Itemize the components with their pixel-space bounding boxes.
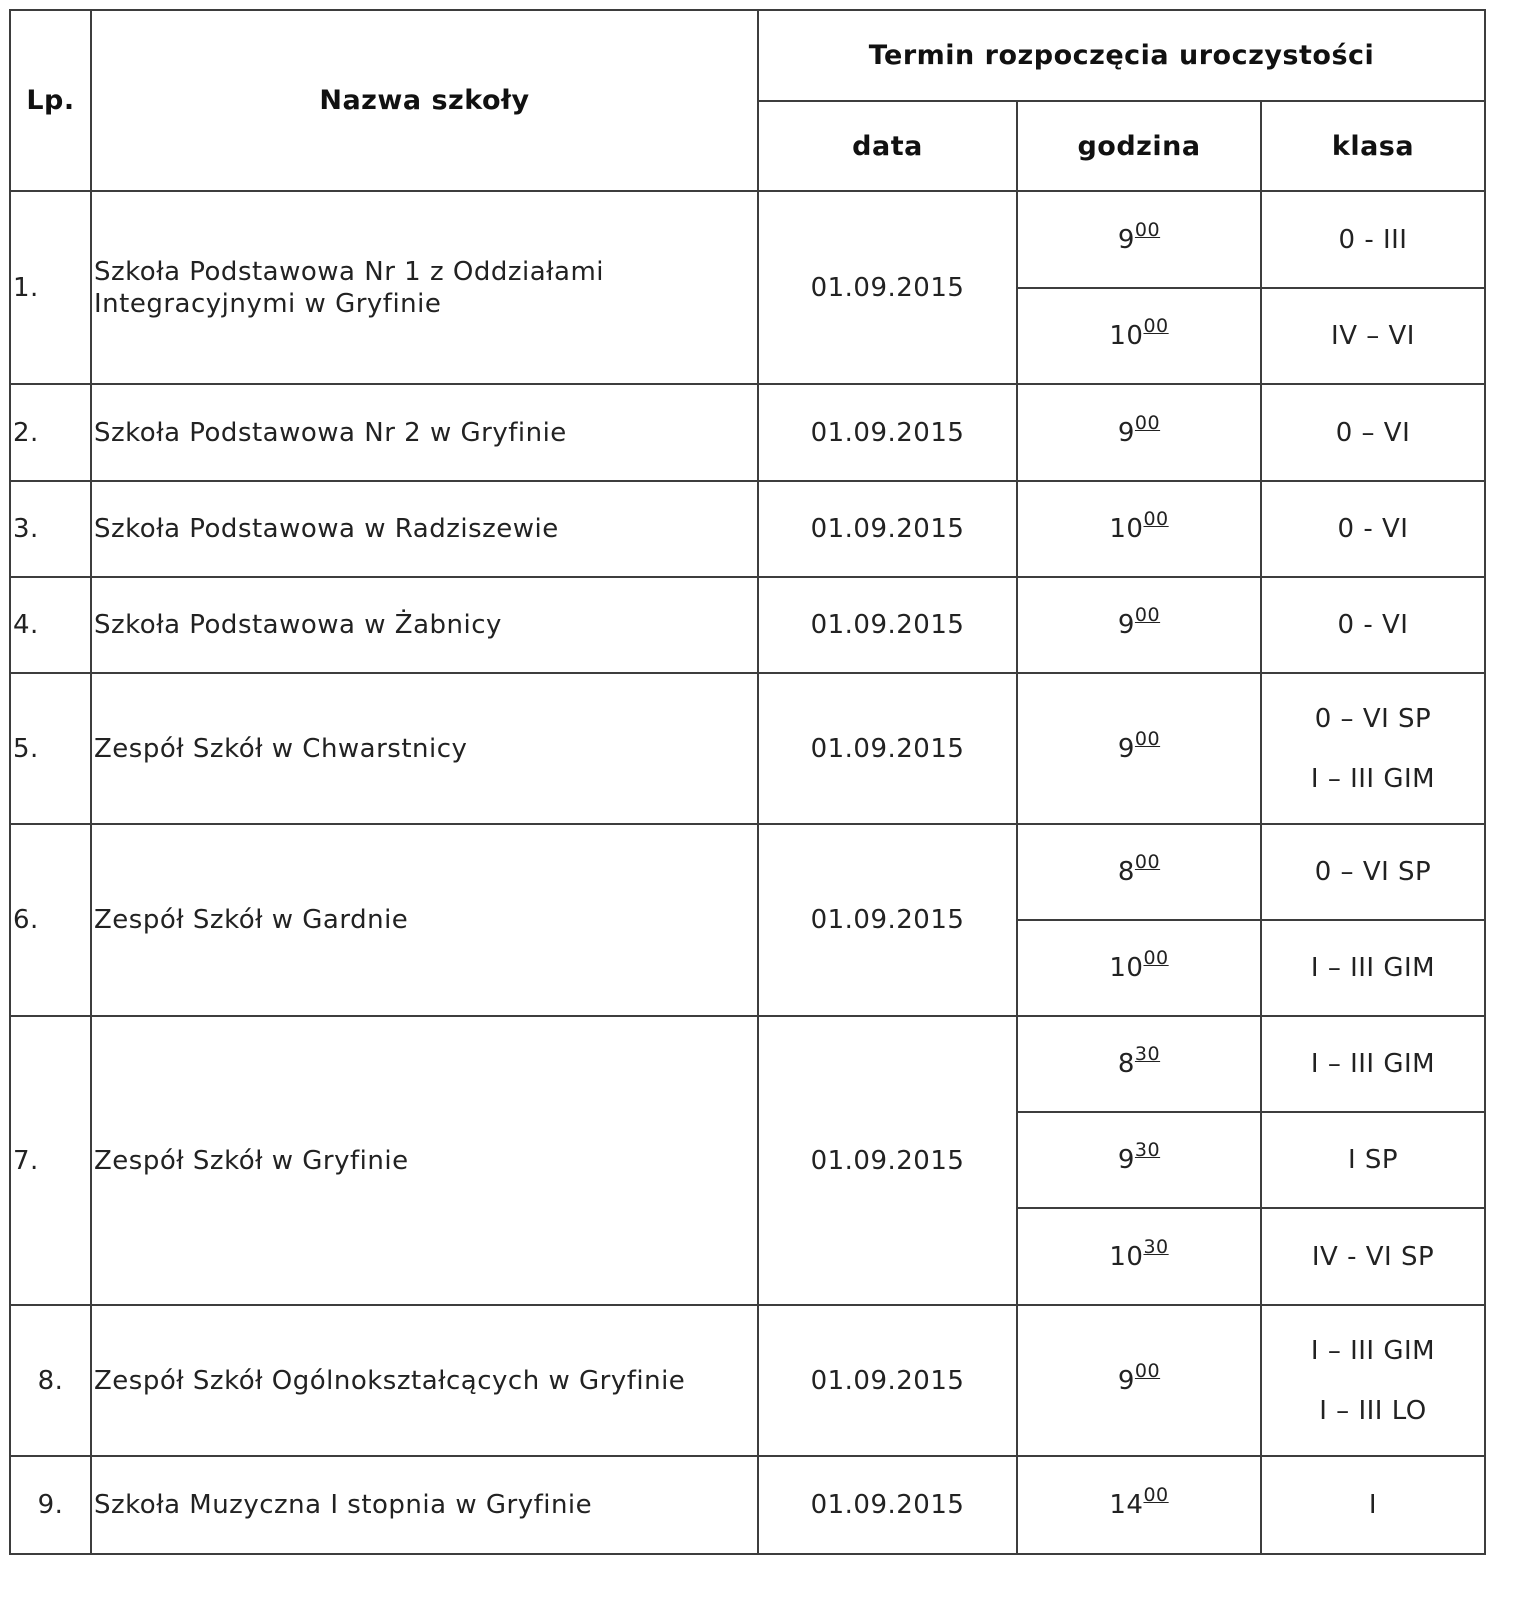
minute-value: 00 (1143, 1484, 1169, 1506)
minute-value: 30 (1134, 1139, 1161, 1161)
class-range-line: 0 - VI (1337, 610, 1409, 640)
ceremony-date: 01.09.2015 (757, 823, 1018, 1017)
hour-value: 9 (1117, 1145, 1135, 1175)
header-hour: godzina (1016, 100, 1262, 192)
hour-value: 8 (1117, 857, 1135, 887)
ceremony-date: 01.09.2015 (757, 576, 1018, 674)
hour-value: 8 (1117, 1049, 1135, 1079)
class-range (1260, 576, 1486, 674)
header-lp: Lp. (9, 9, 92, 192)
class-range (1260, 1015, 1486, 1113)
minute-value: 00 (1143, 947, 1169, 969)
class-range-line: I – III LO (1319, 1395, 1427, 1426)
ceremony-hour (1016, 1304, 1262, 1457)
class-range (1260, 919, 1486, 1017)
hour-value: 9 (1117, 1365, 1135, 1396)
school-name: Zespół Szkół Ogólnokształcących w Gryfinie (90, 1304, 759, 1457)
header-school-name: Nazwa szkoły (90, 9, 759, 192)
minute-value: 30 (1134, 1043, 1161, 1065)
ceremony-hour (1016, 919, 1262, 1017)
school-name: Zespół Szkół w Gryfinie (90, 1015, 759, 1306)
class-range (1260, 1207, 1486, 1306)
hour-value: 9 (1117, 733, 1135, 764)
school-name: Zespół Szkół w Gardnie (90, 823, 759, 1017)
class-range-line: I – III GIM (1310, 953, 1436, 983)
hour-value: 10 (1109, 953, 1144, 983)
row-number: 7. (9, 1015, 92, 1306)
hour-value: 10 (1109, 1241, 1144, 1272)
minute-value: 00 (1134, 411, 1161, 434)
class-range (1260, 1455, 1486, 1555)
row-number: 2. (9, 383, 92, 482)
minute-value: 00 (1134, 218, 1161, 241)
row-number: 9. (9, 1455, 92, 1555)
ceremony-date: 01.09.2015 (757, 1455, 1018, 1555)
ceremony-hour (1016, 383, 1262, 482)
class-range-line: I SP (1347, 1145, 1399, 1175)
row-number: 8. (9, 1304, 92, 1457)
ceremony-hour (1016, 1015, 1262, 1113)
class-range-line: 0 - III (1338, 224, 1408, 255)
class-range (1260, 823, 1486, 921)
ceremony-date: 01.09.2015 (757, 1015, 1018, 1306)
ceremony-date: 01.09.2015 (757, 672, 1018, 825)
class-range-line: I – III GIM (1310, 1049, 1436, 1079)
ceremony-hour (1016, 190, 1262, 289)
ceremony-date: 01.09.2015 (757, 190, 1018, 385)
class-range-line: IV - VI SP (1311, 1241, 1435, 1272)
school-name: Zespół Szkół w Chwarstnicy (90, 672, 759, 825)
class-range (1260, 190, 1486, 289)
ceremony-hour (1016, 823, 1262, 921)
ceremony-hour (1016, 287, 1262, 385)
hour-value: 10 (1109, 321, 1144, 351)
hour-value: 14 (1109, 1490, 1144, 1520)
row-number: 5. (9, 672, 92, 825)
ceremony-hour (1016, 480, 1262, 578)
minute-value: 00 (1143, 315, 1169, 337)
minute-value: 00 (1134, 604, 1161, 626)
class-range (1260, 1304, 1486, 1457)
class-range-line: I (1368, 1490, 1378, 1520)
minute-value: 00 (1134, 851, 1161, 873)
row-number: 4. (9, 576, 92, 674)
ceremony-date: 01.09.2015 (757, 383, 1018, 482)
row-number: 3. (9, 480, 92, 578)
class-range (1260, 672, 1486, 825)
class-range (1260, 383, 1486, 482)
header-class: klasa (1260, 100, 1486, 192)
ceremony-date: 01.09.2015 (757, 480, 1018, 578)
school-name: Szkoła Podstawowa w Żabnicy (90, 576, 759, 674)
school-name: Szkoła Podstawowa Nr 2 w Gryfinie (90, 383, 759, 482)
row-number: 1. (9, 190, 92, 385)
minute-value: 00 (1134, 1359, 1161, 1382)
row-number: 6. (9, 823, 92, 1017)
ceremony-hour (1016, 1455, 1262, 1555)
class-range-line: IV – VI (1331, 321, 1415, 351)
class-range-line: 0 – VI SP (1314, 857, 1432, 887)
class-range-line: 0 – VI (1335, 417, 1411, 448)
ceremony-hour (1016, 672, 1262, 825)
class-range-line: 0 - VI (1337, 514, 1409, 544)
school-name: Szkoła Podstawowa Nr 1 z Oddziałami Integracyjnymi w Gryfinie (90, 190, 759, 385)
ceremony-hour (1016, 1111, 1262, 1209)
ceremony-hour (1016, 576, 1262, 674)
minute-value: 30 (1143, 1235, 1169, 1258)
class-range-line: I – III GIM (1310, 763, 1436, 794)
minute-value: 00 (1134, 727, 1161, 750)
class-range (1260, 1111, 1486, 1209)
header-date: data (757, 100, 1018, 192)
ceremony-date: 01.09.2015 (757, 1304, 1018, 1457)
class-range-line: 0 – VI SP (1314, 703, 1432, 734)
school-name: Szkoła Muzyczna I stopnia w Gryfinie (90, 1455, 759, 1555)
class-range (1260, 480, 1486, 578)
hour-value: 9 (1117, 610, 1135, 640)
ceremony-hour (1016, 1207, 1262, 1306)
hour-value: 10 (1109, 514, 1144, 544)
class-range (1260, 287, 1486, 385)
school-name: Szkoła Podstawowa w Radziszewie (90, 480, 759, 578)
hour-value: 9 (1117, 224, 1135, 255)
header-ceremony-start: Termin rozpoczęcia uroczystości (757, 9, 1486, 102)
class-range-line: I – III GIM (1310, 1335, 1436, 1366)
hour-value: 9 (1117, 417, 1135, 448)
minute-value: 00 (1143, 508, 1169, 530)
